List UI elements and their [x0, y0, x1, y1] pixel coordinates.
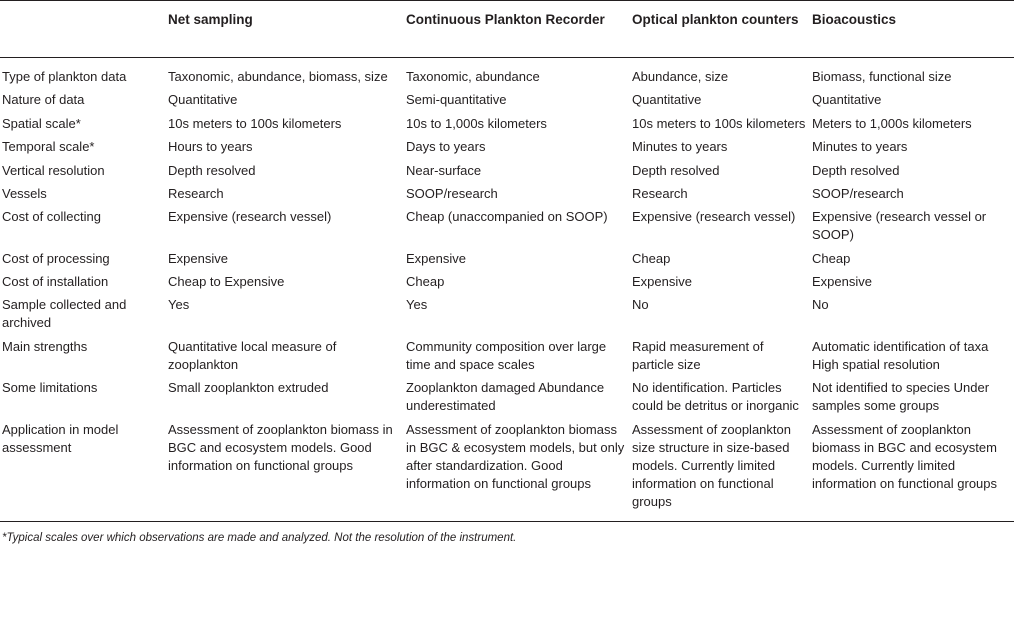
table-cell: Minutes to years [632, 139, 728, 155]
table-cell: Rapid measurement of particle size [632, 338, 764, 372]
table-row [0, 335, 1014, 376]
table-cell: Expensive [406, 250, 466, 266]
row-label: Spatial scale* [2, 115, 81, 131]
table-cell: 10s meters to 100s kilometers [168, 115, 342, 131]
table-cell: Zooplankton damaged Abundance underestimated [406, 380, 605, 414]
row-label: Cost of installation [2, 274, 109, 289]
table-cell: Cheap [812, 250, 851, 266]
column-header: Net sampling [168, 1, 406, 58]
table-row [0, 112, 1014, 135]
column-header: Continuous Plankton Recorder [406, 1, 632, 58]
row-label: Nature of data [2, 92, 85, 108]
table-cell: Depth resolved [632, 162, 720, 178]
table-cell: Expensive [812, 274, 872, 289]
table-cell: No [812, 297, 829, 313]
row-label: Application in model assessment [0, 418, 168, 521]
row-label: Cost of processing [2, 250, 110, 266]
table-cell: Community composition over large time and space scales [406, 338, 607, 372]
table-cell: Cheap (unaccompanied on SOOP) [406, 209, 608, 225]
table-cell: Cheap [632, 250, 671, 266]
table-cell: 10s meters to 100s kilometers [632, 115, 806, 131]
table-row [0, 159, 1014, 182]
table-header [0, 1, 1014, 58]
row-label: Main strengths [2, 338, 88, 354]
table-cell: Expensive (research vessel) [632, 209, 796, 225]
table-cell: SOOP/research [406, 185, 498, 201]
table-cell: Minutes to years [812, 139, 908, 155]
table-cell: Depth resolved [812, 162, 900, 178]
table-cell: Cheap to Expensive [168, 274, 285, 289]
header-cell-empty [0, 1, 168, 58]
table-cell: Hours to years [168, 139, 253, 155]
table-row [0, 89, 1014, 112]
table-row [0, 376, 1014, 417]
table-row [0, 270, 1014, 293]
table-cell: SOOP/research [812, 185, 904, 201]
table-cell: Research [632, 185, 688, 201]
header-row [0, 1, 1014, 58]
table-cell: Cheap [406, 274, 445, 289]
column-header: Bioacoustics [812, 1, 1014, 58]
table-cell: Quantitative [168, 92, 238, 108]
table-cell: Expensive (research vessel or SOOP) [812, 209, 987, 243]
table-cell: Small zooplankton extruded [168, 380, 329, 396]
table-cell: Meters to 1,000s kilometers [812, 115, 972, 131]
table-row [0, 58, 1014, 89]
column-header: Optical plankton counters [632, 1, 812, 58]
row-label: Vertical resolution [2, 162, 105, 178]
table-cell: Quantitative [812, 92, 882, 108]
table-cell: Automatic identification of taxa High spatial resolution [812, 338, 989, 372]
table-cell: 10s to 1,000s kilometers [406, 115, 547, 131]
row-label: Temporal scale* [2, 139, 95, 155]
table-row [0, 294, 1014, 335]
footnote: *Typical scales over which observations are made and analyzed. Not the resolution of the instrument. [2, 531, 517, 544]
table-cell: Quantitative local measure of zooplankton [168, 338, 337, 372]
table-cell: Expensive (research vessel) [168, 209, 332, 225]
row-label: Sample collected and archived [2, 297, 127, 331]
table-cell: Yes [406, 297, 428, 313]
table-row [0, 135, 1014, 158]
table-cell: Near-surface [406, 162, 482, 178]
table-cell: Assessment of zooplankton size structure in size-based models. Currently limited information on functional groups [632, 418, 812, 521]
table-cell: Research [168, 185, 224, 201]
row-label: Cost of collecting [2, 209, 101, 225]
table-cell: Biomass, functional size [812, 69, 952, 84]
table-row [0, 182, 1014, 205]
table-cell: Not identified to species Under samples some groups [812, 380, 990, 414]
table-cell: Assessment of zooplankton biomass in BGC & ecosystem models, but only after standardization. Good information on functional groups [406, 418, 632, 521]
table-cell: Taxonomic, abundance [406, 69, 540, 84]
table-row [0, 247, 1014, 270]
table-body [0, 58, 1014, 522]
table-cell: Expensive [632, 274, 692, 289]
table-cell: Assessment of zooplankton biomass in BGC and ecosystem models. Currently limited information on functional groups [812, 418, 1014, 521]
table-cell: Depth resolved [168, 162, 256, 178]
table-cell: Semi-quantitative [406, 92, 507, 108]
table-cell: Yes [168, 297, 190, 313]
row-label: Some limitations [2, 380, 98, 396]
table-cell: Taxonomic, abundance, biomass, size [168, 69, 388, 84]
table-cell: Quantitative [632, 92, 702, 108]
table-cell: No [632, 297, 649, 313]
table-row [0, 206, 1014, 247]
table-cell: Expensive [168, 250, 228, 266]
table-row [0, 418, 1014, 521]
table-cell: Assessment of zooplankton biomass in BGC and ecosystem models. Good information on functional groups [168, 418, 406, 521]
table-cell: Abundance, size [632, 69, 729, 84]
table-cell: No identification. Particles could be detritus or inorganic [632, 380, 799, 414]
row-label: Vessels [2, 185, 47, 201]
table-cell: Days to years [406, 139, 486, 155]
row-label: Type of plankton data [2, 69, 127, 84]
